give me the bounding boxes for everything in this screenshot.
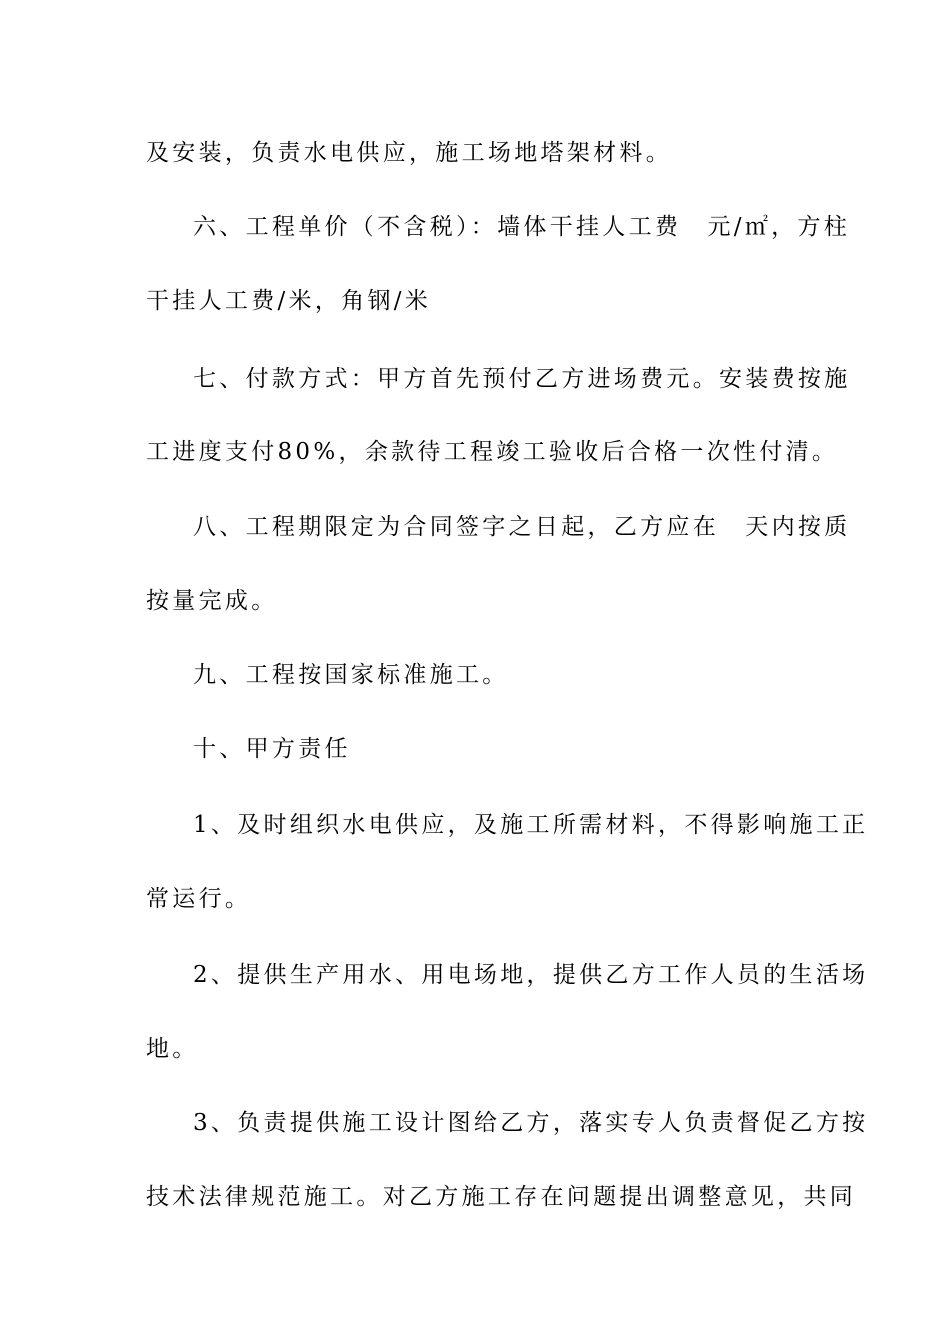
paragraph-line: 六、工程单价（不含税）：墙体干挂人工费 元/㎡，方柱 <box>193 214 851 240</box>
paragraph-line: 3、负责提供施工设计图给乙方，落实专人负责督促乙方按 <box>193 1110 869 1136</box>
paragraph-line: 常运行。 <box>146 886 252 912</box>
paragraph-line: 按量完成。 <box>146 588 278 614</box>
section-heading: 十、甲方责任 <box>193 736 351 762</box>
paragraph-line: 及安装，负责水电供应，施工场地塔架材料。 <box>146 140 672 166</box>
paragraph-line: 九、工程按国家标准施工。 <box>193 662 509 688</box>
paragraph-line: 八、工程期限定为合同签字之日起，乙方应在 天内按质 <box>193 514 851 540</box>
paragraph-line: 七、付款方式：甲方首先预付乙方进场费元。安装费按施 <box>193 366 851 392</box>
paragraph-line: 1、及时组织水电供应，及施工所需材料，不得影响施工正 <box>193 812 869 838</box>
paragraph-line: 干挂人工费/米，角钢/米 <box>146 288 432 314</box>
paragraph-line: 地。 <box>146 1036 199 1062</box>
paragraph-line: 工进度支付80%，余款待工程竣工验收后合格一次性付清。 <box>146 439 839 465</box>
paragraph-line: 2、提供生产用水、用电场地，提供乙方工作人员的生活场 <box>193 962 869 988</box>
paragraph-line: 技术法律规范施工。对乙方施工存在问题提出调整意见，共同 <box>146 1184 857 1210</box>
